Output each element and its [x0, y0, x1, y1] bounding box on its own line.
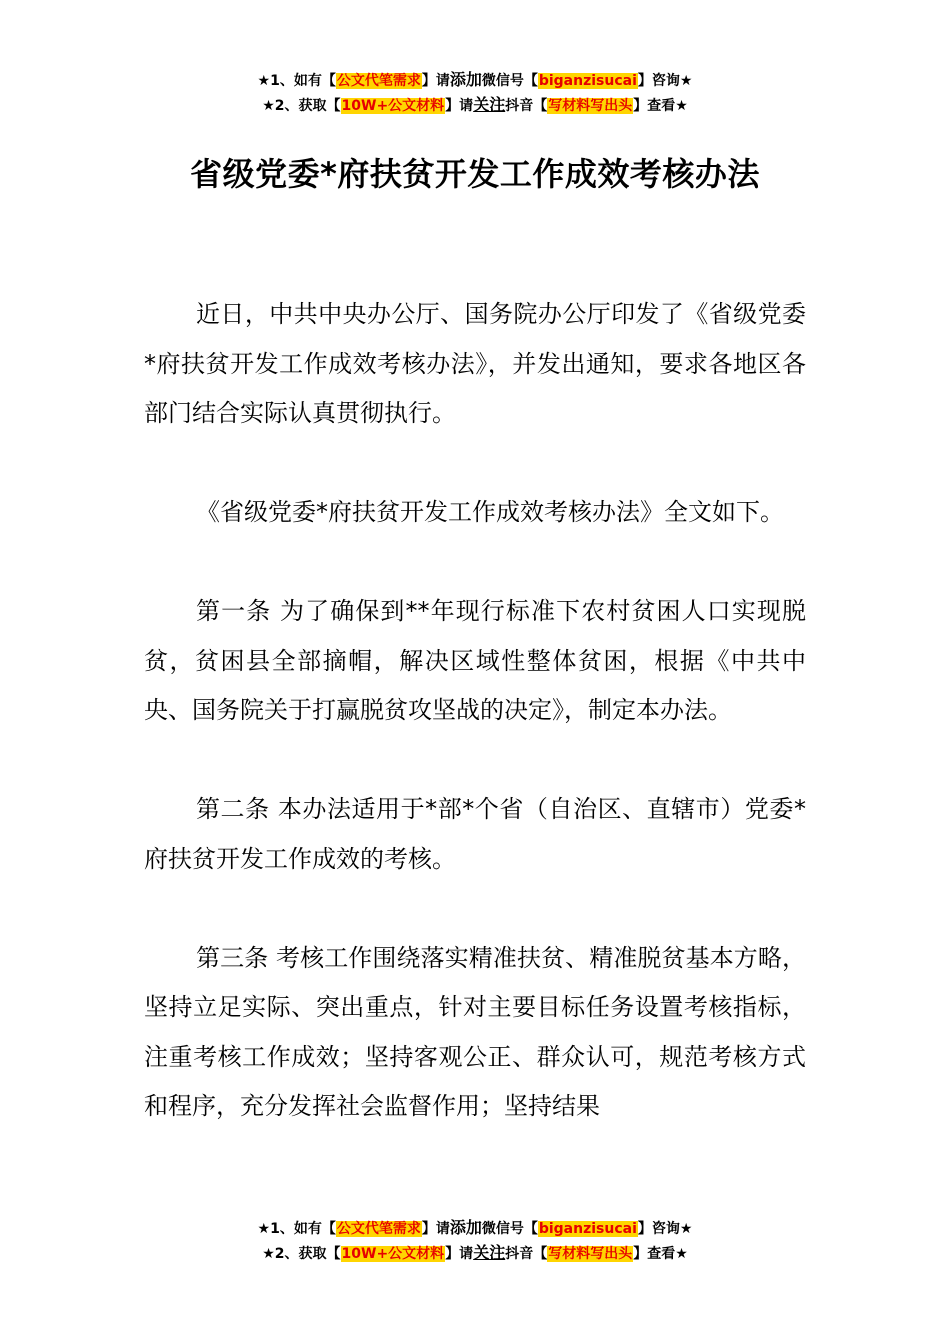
banner-text: 微信号【	[481, 1221, 538, 1237]
footer-banner	[0, 1216, 950, 1266]
highlight-badge: 公文代笔需求	[336, 73, 421, 89]
banner-text: 】咨询★	[637, 73, 693, 89]
document-title: 省级党委*府扶贫开发工作成效考核办法	[190, 155, 760, 193]
banner-text: 】查看★	[633, 98, 688, 114]
header-banner	[0, 68, 950, 118]
banner-text: ★1、如有【	[257, 1221, 336, 1237]
paragraph: 第三条 考核工作围绕落实精准扶贫、精准脱贫基本方略，坚持立足实际、突出重点，针对主要目标任务设置考核指标，注重考核工作成效；坚持客观公正、群众认可，规范考核方式和程序，充分发挥社会监督作用；坚持结果	[144, 943, 806, 1120]
highlight-badge: 10W+公文材料	[341, 1246, 445, 1262]
banner-text: ★2、获取【	[262, 98, 341, 114]
wechat-id-badge: biganzisucai	[538, 73, 637, 89]
banner-text: 】请	[445, 1246, 474, 1262]
banner-line-1	[0, 68, 950, 93]
document-body	[144, 290, 806, 1181]
banner-emphasis: 添加	[449, 1218, 482, 1237]
highlight-badge: 10W+公文材料	[341, 98, 445, 114]
wechat-id-badge: biganzisucai	[538, 1221, 637, 1237]
douyin-id-badge: 写材料写出头	[548, 98, 633, 114]
paragraph: 第一条 为了确保到**年现行标准下农村贫困人口实现脱贫，贫困县全部摘帽，解决区域性整体贫困，根据《中共中央、国务院关于打赢脱贫攻坚战的决定》，制定本办法。	[144, 597, 806, 724]
banner-text: 】查看★	[633, 1246, 688, 1262]
banner-line-1	[0, 1216, 950, 1241]
douyin-id-badge: 写材料写出头	[548, 1246, 633, 1262]
banner-text: 抖音【	[505, 98, 548, 114]
banner-emphasis: 添加	[449, 70, 482, 89]
paragraph: 第二条 本办法适用于*部*个省（自治区、直辖市）党委*府扶贫开发工作成效的考核。	[144, 795, 806, 873]
banner-line-2	[0, 1241, 950, 1266]
paragraph: 近日，中共中央办公厅、国务院办公厅印发了《省级党委*府扶贫开发工作成效考核办法》，并发出通知，要求各地区各部门结合实际认真贯彻执行。	[144, 300, 806, 427]
highlight-badge: 公文代笔需求	[336, 1221, 421, 1237]
banner-text: 】咨询★	[637, 1221, 693, 1237]
banner-text: ★1、如有【	[257, 73, 336, 89]
banner-line-2	[0, 93, 950, 118]
banner-text: 微信号【	[481, 73, 538, 89]
banner-text: 】请	[421, 73, 450, 89]
banner-emphasis: 关注	[473, 95, 506, 114]
banner-text: 】请	[421, 1221, 450, 1237]
paragraph: 《省级党委*府扶贫开发工作成效考核办法》全文如下。	[196, 498, 784, 526]
banner-text: 抖音【	[505, 1246, 548, 1262]
banner-emphasis: 关注	[473, 1243, 506, 1262]
banner-text: ★2、获取【	[262, 1246, 341, 1262]
banner-text: 】请	[445, 98, 474, 114]
